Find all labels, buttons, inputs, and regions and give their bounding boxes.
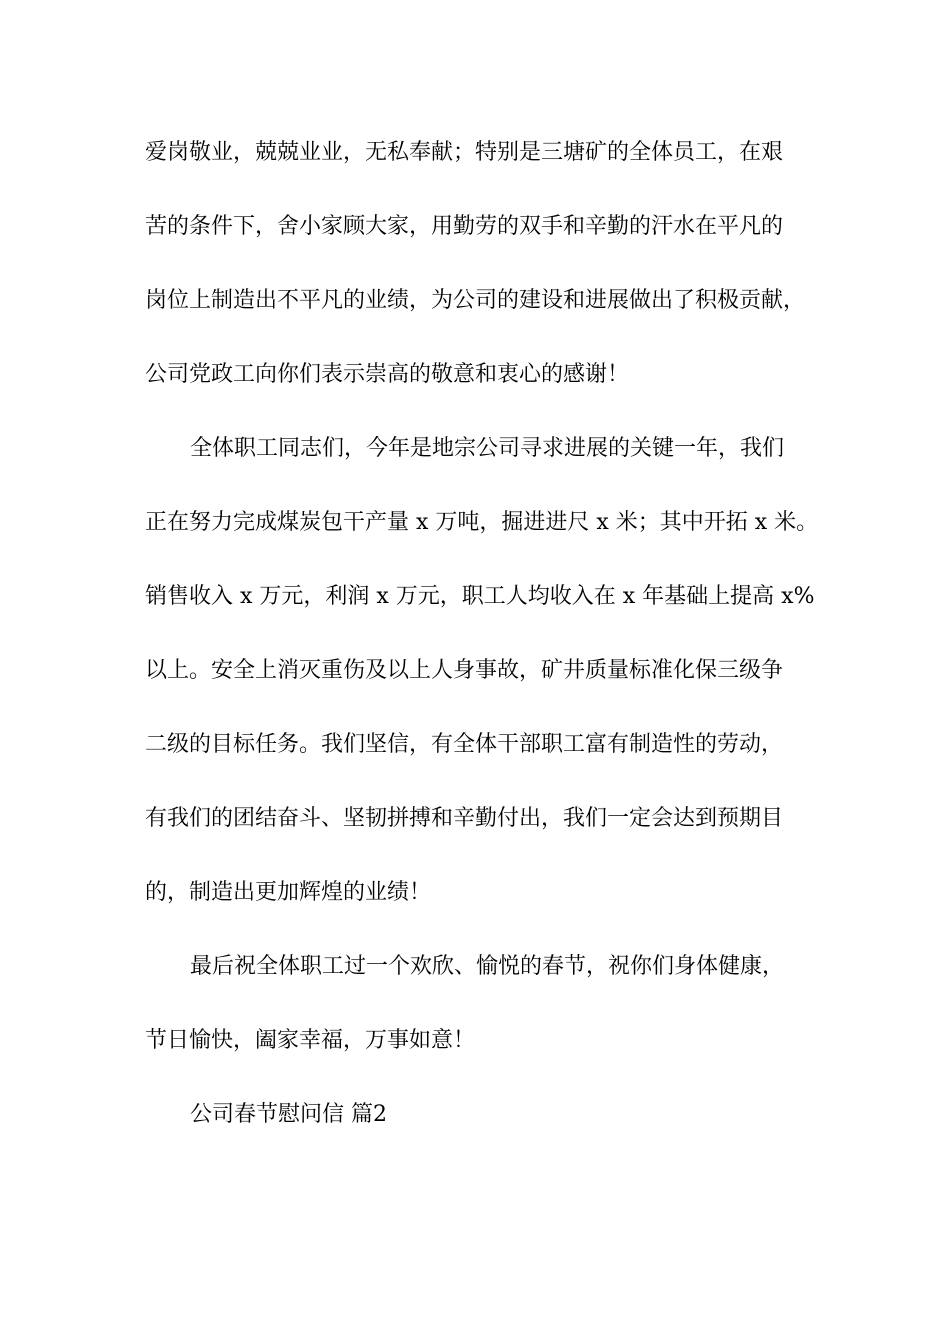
paragraph-line: 以上。安全上消灭重伤及以上人身事故，矿井质量标准化保三级争 (145, 658, 784, 683)
paragraph-line: 最后祝全体职工过一个欢欣、愉悦的春节，祝你们身体健康， (190, 954, 785, 979)
paragraph-line: 正在努力完成煤炭包干产量 x 万吨，掘进进尺 x 米；其中开拓 x 米。 (145, 510, 819, 535)
paragraph-line: 节日愉快，阖家幸福，万事如意！ (145, 1028, 476, 1053)
paragraph-line: 有我们的团结奋斗、坚韧拼搏和辛勤付出，我们一定会达到预期目 (145, 806, 784, 831)
paragraph-line: 苦的条件下，舍小家顾大家，用勤劳的双手和辛勤的汗水在平凡的 (145, 214, 784, 239)
paragraph-line: 销售收入 x 万元，利润 x 万元，职工人均收入在 x 年基础上提高 x% (145, 584, 815, 609)
paragraph-line: 全体职工同志们，今年是地宗公司寻求进展的关键一年，我们 (190, 436, 785, 461)
paragraph-line: 公司党政工向你们表示崇高的敬意和衷心的感谢！ (145, 362, 630, 387)
paragraph-line: 爱岗敬业，兢兢业业，无私奉献；特别是三塘矿的全体员工，在艰 (145, 140, 784, 165)
paragraph-line: 岗位上制造出不平凡的业绩，为公司的建设和进展做出了积极贡献， (145, 288, 806, 313)
section-heading: 公司春节慰问信 篇2 (190, 1102, 387, 1127)
paragraph-line: 的，制造出更加辉煌的业绩！ (145, 880, 432, 905)
paragraph-line: 二级的目标任务。我们坚信，有全体干部职工富有制造性的劳动， (145, 732, 784, 757)
